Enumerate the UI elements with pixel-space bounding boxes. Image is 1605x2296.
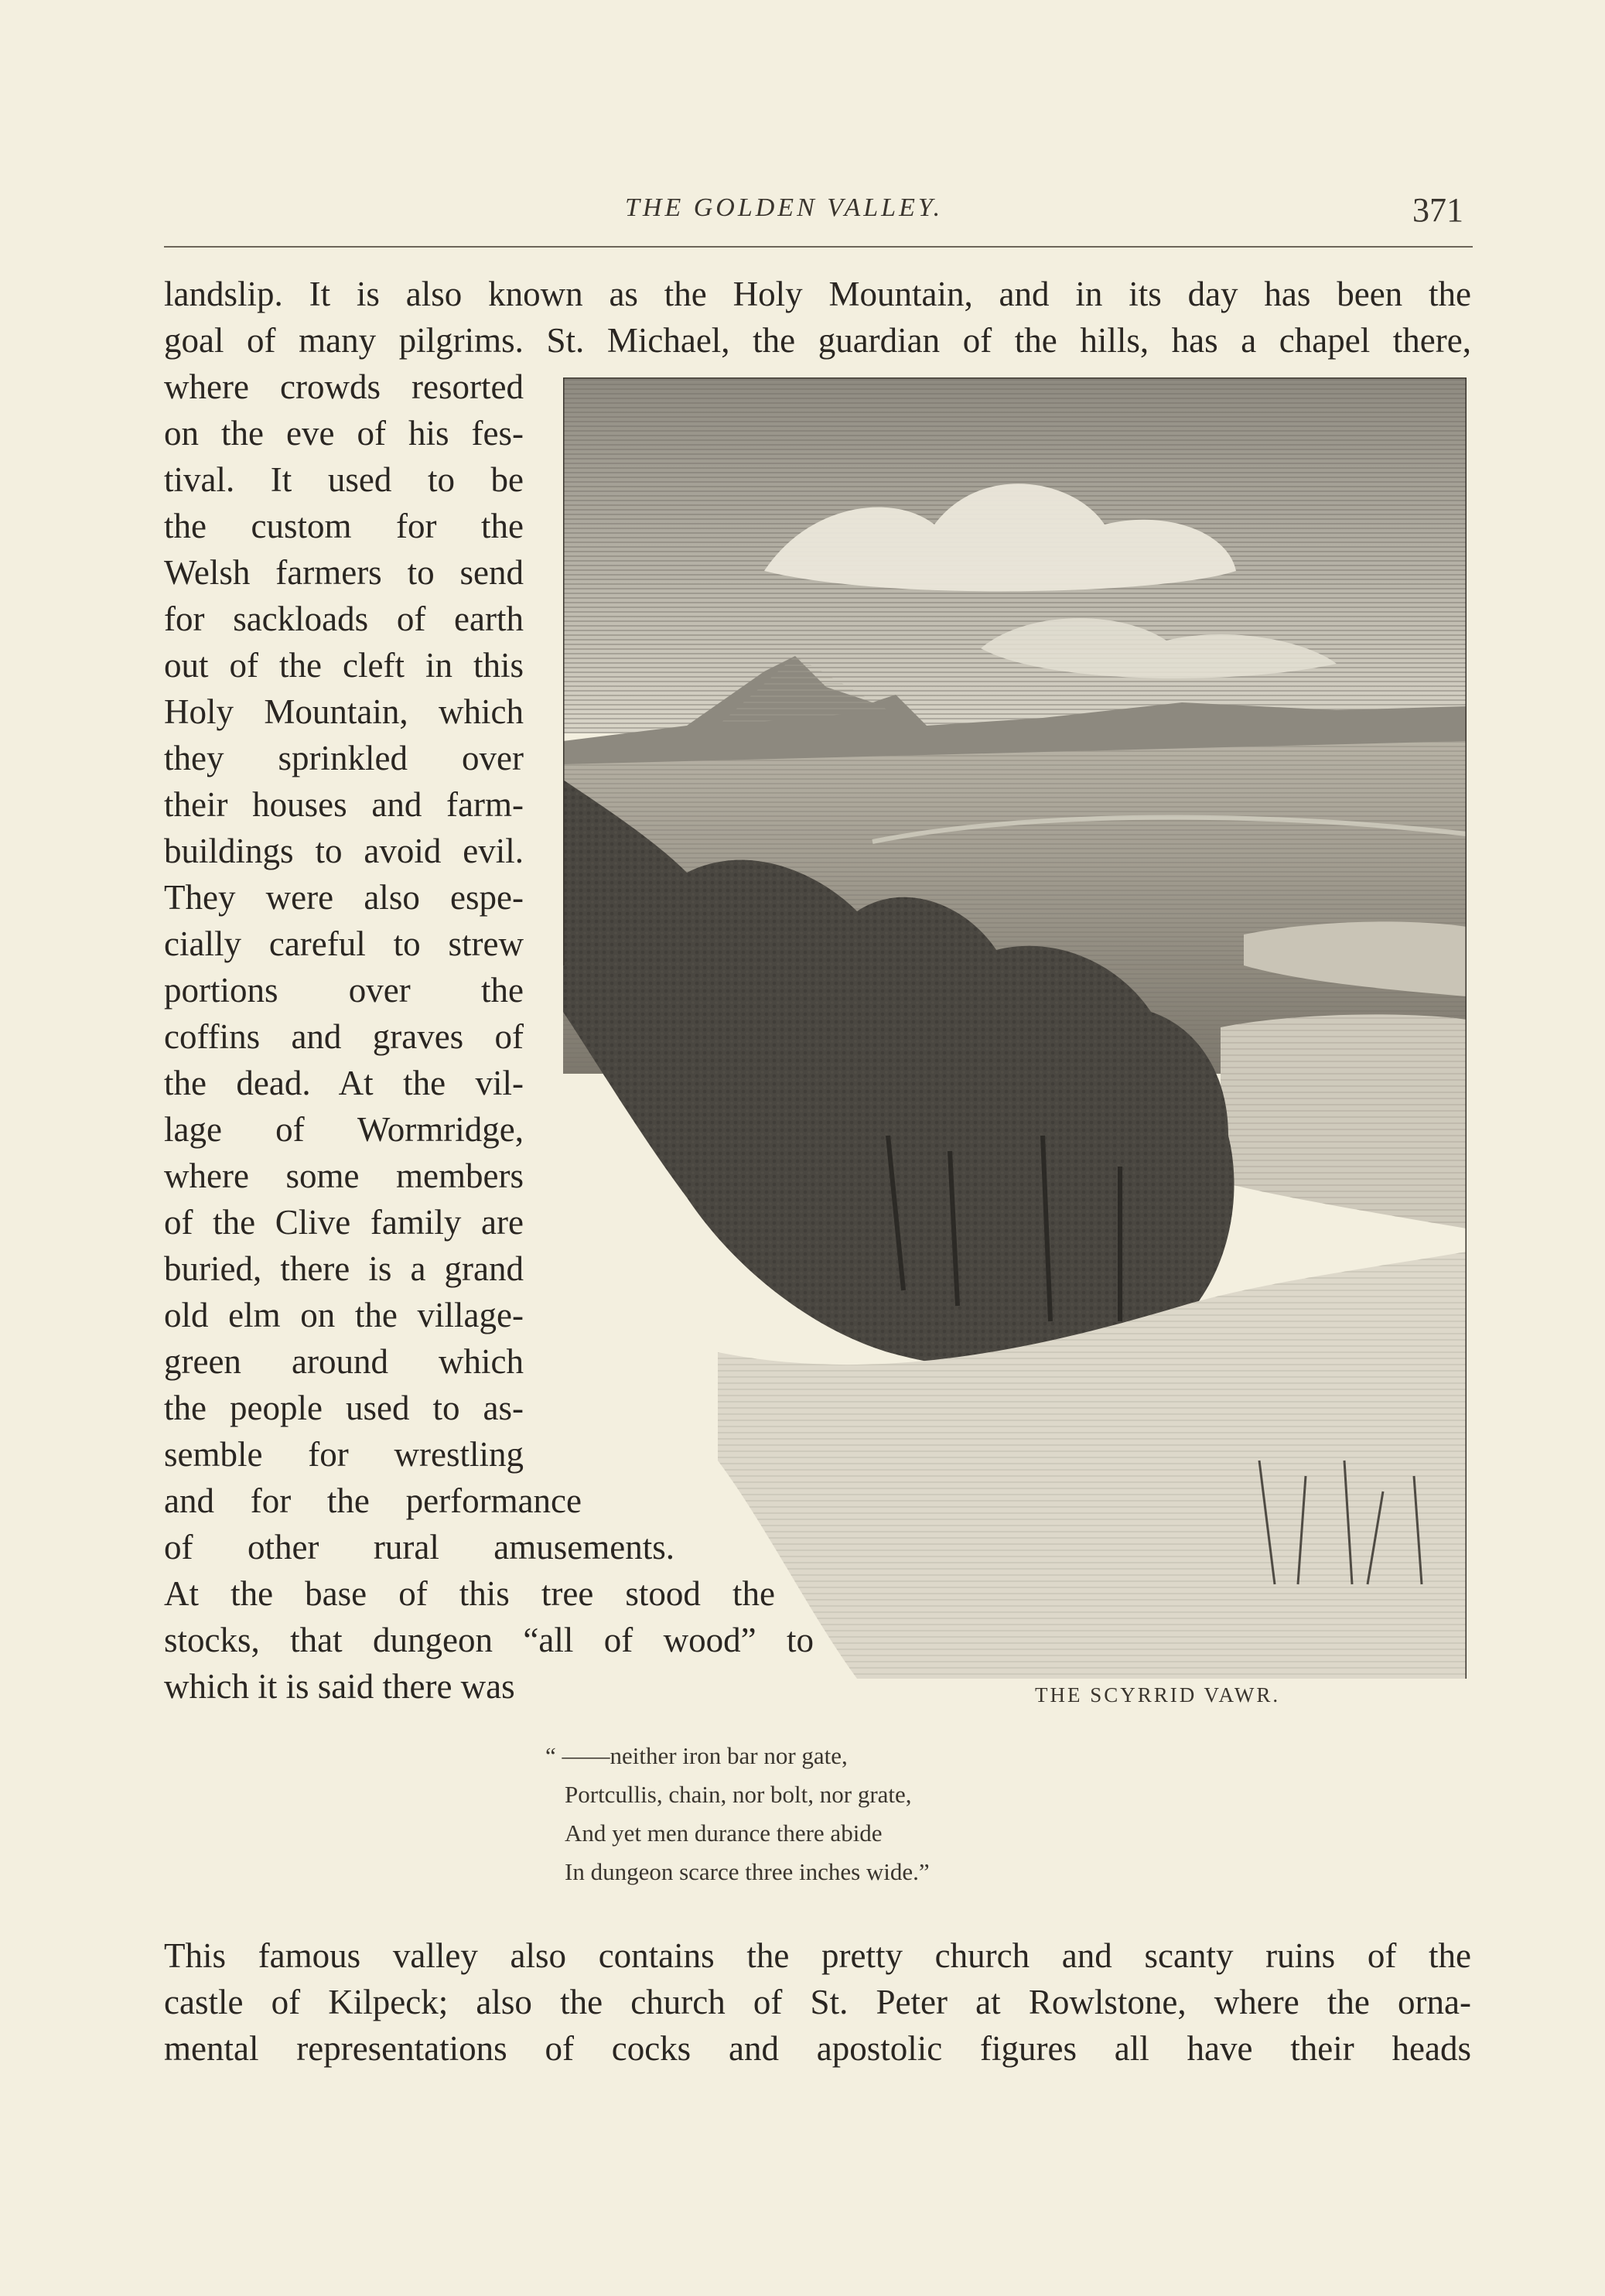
body-line: of the Clive family are <box>164 1203 524 1242</box>
page-number: 371 <box>1412 191 1463 229</box>
body-line: they sprinkled over <box>164 739 524 777</box>
body-line: the custom for the <box>164 507 524 545</box>
running-title: THE GOLDEN VALLEY. <box>625 193 944 222</box>
body-line: mental representations of cocks and apostolic figures all have their heads <box>164 2029 1471 2068</box>
body-line: their houses and farm- <box>164 785 524 824</box>
verse-line: And yet men durance there abide <box>565 1819 883 1847</box>
body-line: cially careful to strew <box>164 924 524 963</box>
running-head <box>0 193 1605 240</box>
body-line: which it is said there was <box>164 1667 515 1706</box>
body-line: semble for wrestling <box>164 1435 524 1474</box>
body-line: and for the performance <box>164 1481 582 1520</box>
body-line: buried, there is a grand <box>164 1249 524 1288</box>
body-line: castle of Kilpeck; also the church of St. Peter at Rowlstone, where the orna- <box>164 1983 1471 2021</box>
header-rule <box>164 246 1473 248</box>
body-line: They were also espe- <box>164 878 524 917</box>
body-line: of other rural amusements. <box>164 1528 674 1567</box>
body-line: tival. It used to be <box>164 460 524 499</box>
illustration-scyrrid-vawr <box>563 378 1467 1679</box>
body-line: the people used to as- <box>164 1389 524 1427</box>
verse-line: “ ——neither iron bar nor gate, <box>545 1742 848 1769</box>
body-line: At the base of this tree stood the <box>164 1574 775 1613</box>
body-line: on the eve of his fes- <box>164 414 524 453</box>
body-line: lage of Wormridge, <box>164 1110 524 1149</box>
engraving-image <box>563 378 1467 1679</box>
body-line: stocks, that dungeon “all of wood” to <box>164 1621 814 1659</box>
body-line: This famous valley also contains the pretty church and scanty ruins of the <box>164 1936 1471 1975</box>
body-line: goal of many pilgrims. St. Michael, the guardian of the hills, has a chapel there, <box>164 321 1471 360</box>
body-line: out of the cleft in this <box>164 646 524 685</box>
body-line: where crowds resorted <box>164 367 524 406</box>
body-line: Holy Mountain, which <box>164 692 524 731</box>
verse-line: In dungeon scarce three inches wide.” <box>565 1858 930 1885</box>
body-line: the dead. At the vil- <box>164 1064 524 1102</box>
body-line: green around which <box>164 1342 524 1381</box>
body-line: where some members <box>164 1157 524 1195</box>
body-line: coffins and graves of <box>164 1017 524 1056</box>
body-line: Welsh farmers to send <box>164 553 524 592</box>
body-line: portions over the <box>164 971 524 1010</box>
body-line: for sackloads of earth <box>164 600 524 638</box>
figure-caption: THE SCYRRID VAWR. <box>1035 1683 1281 1707</box>
body-line: old elm on the village- <box>164 1296 524 1334</box>
body-line: buildings to avoid evil. <box>164 832 524 870</box>
body-line: landslip. It is also known as the Holy Mountain, and in its day has been the <box>164 275 1471 313</box>
verse-line: Portcullis, chain, nor bolt, nor grate, <box>565 1781 912 1808</box>
